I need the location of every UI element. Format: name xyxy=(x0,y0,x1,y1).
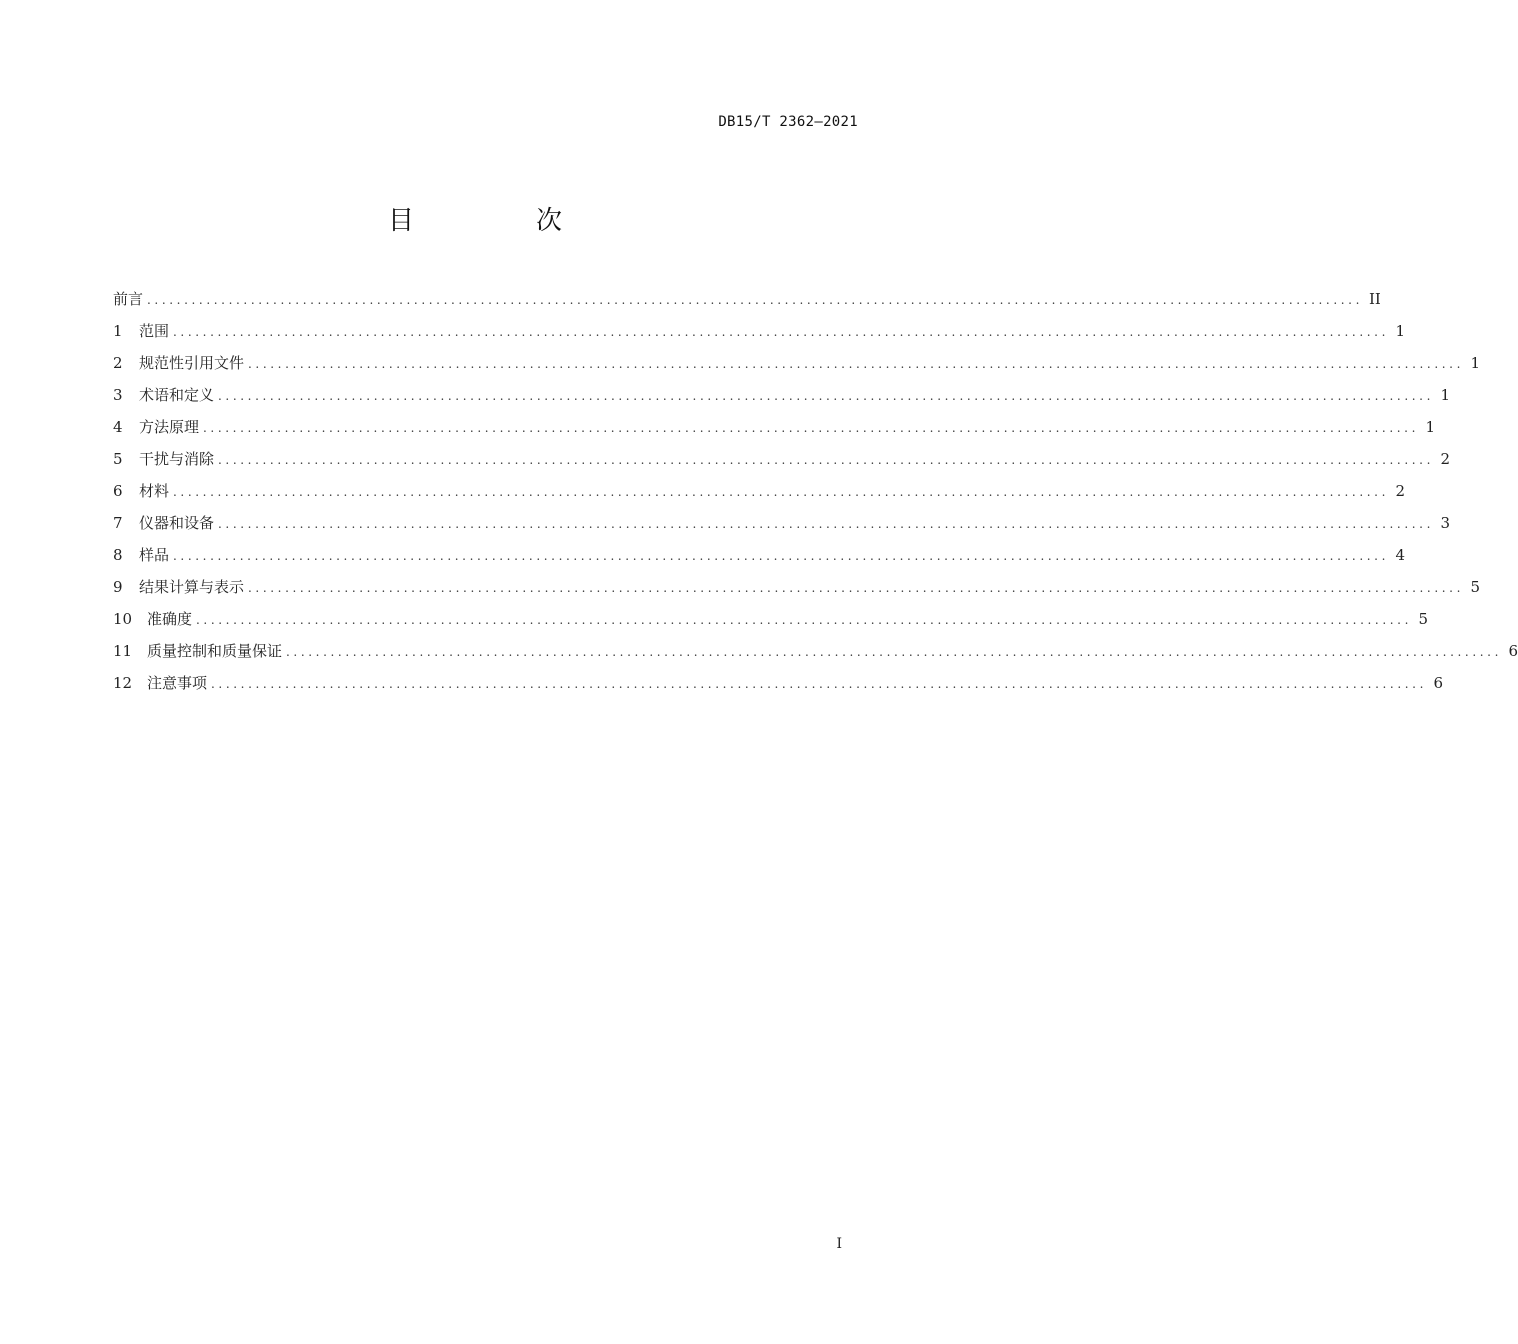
toc-entry-number: 4 xyxy=(113,418,123,436)
toc-entry-8[interactable] xyxy=(113,543,1405,575)
toc-leader-dots: .................................................................................................................................................................... xyxy=(286,645,1502,659)
toc-entry-4[interactable] xyxy=(113,415,1435,447)
toc-entry-number: 12 xyxy=(113,674,133,692)
toc-entry-number: 5 xyxy=(113,450,123,468)
toc-entry-number: 11 xyxy=(113,642,133,660)
toc-leader-dots: .................................................................................................................................................................... xyxy=(173,325,1389,339)
toc-entry-page: 5 xyxy=(1470,578,1480,596)
toc-entry-label: 准确度 xyxy=(147,610,193,628)
toc-entry-label: 仪器和设备 xyxy=(139,514,215,532)
toc-entry-page: 1 xyxy=(1425,418,1435,436)
toc-entry-6[interactable] xyxy=(113,479,1405,511)
toc-entry-page: II xyxy=(1368,290,1381,308)
toc-leader-dots: .................................................................................................................................................................... xyxy=(218,453,1434,467)
toc-entry-number: 3 xyxy=(113,386,123,404)
toc-leader-dots: .................................................................................................................................................................... xyxy=(248,581,1464,595)
toc-entry-number: 10 xyxy=(113,610,133,628)
toc-entry-page: 1 xyxy=(1440,386,1450,404)
toc-leader-dots: .................................................................................................................................................................... xyxy=(173,485,1389,499)
toc-entry-7[interactable] xyxy=(113,511,1450,543)
toc-entry-label: 范围 xyxy=(139,322,170,340)
toc-entry-10[interactable] xyxy=(113,607,1428,639)
toc-entry-label: 样品 xyxy=(139,546,170,564)
toc-entry-number: 8 xyxy=(113,546,123,564)
toc-entry-page: 6 xyxy=(1433,674,1443,692)
toc-entry-number: 2 xyxy=(113,354,123,372)
page-title: 目 次 xyxy=(387,206,610,236)
toc-entry-5[interactable] xyxy=(113,447,1450,479)
toc-leader-dots: .................................................................................................................................................................... xyxy=(218,517,1434,531)
toc-entry-page: 2 xyxy=(1440,450,1450,468)
toc-entry-page: 1 xyxy=(1470,354,1480,372)
page-number: I xyxy=(836,1236,842,1252)
toc-entry-label: 术语和定义 xyxy=(139,386,215,404)
toc-entry-page: 2 xyxy=(1395,482,1405,500)
toc-leader-dots: .................................................................................................................................................................... xyxy=(218,389,1434,403)
toc-entry-1[interactable] xyxy=(113,319,1405,351)
toc-leader-dots: .................................................................................................................................................................... xyxy=(211,677,1427,691)
toc-entry-label: 结果计算与表示 xyxy=(139,578,245,596)
toc-entry-number: 7 xyxy=(113,514,123,532)
toc-entry-label: 注意事项 xyxy=(147,674,208,692)
toc-entry-label: 干扰与消除 xyxy=(139,450,215,468)
toc-entry-page: 4 xyxy=(1395,546,1405,564)
toc-entry-11[interactable] xyxy=(113,639,1518,671)
toc-leader-dots: .................................................................................................................................................................... xyxy=(248,357,1464,371)
toc-entry-2[interactable] xyxy=(113,351,1480,383)
toc-entry-label: 质量控制和质量保证 xyxy=(147,642,283,660)
toc-entry-page: 3 xyxy=(1440,514,1450,532)
toc-entry-label: 规范性引用文件 xyxy=(139,354,245,372)
toc-entry-9[interactable] xyxy=(113,575,1480,607)
toc-entry-label: 方法原理 xyxy=(139,418,200,436)
toc-entry-foreword[interactable] xyxy=(113,287,1381,319)
toc-entry-12[interactable] xyxy=(113,671,1443,703)
toc-entry-page: 6 xyxy=(1508,642,1518,660)
toc-entry-label: 材料 xyxy=(139,482,170,500)
toc-leader-dots: .................................................................................................................................................................... xyxy=(203,421,1419,435)
toc-entry-number: 6 xyxy=(113,482,123,500)
toc-leader-dots: .................................................................................................................................................................... xyxy=(196,613,1412,627)
table-of-contents xyxy=(113,287,1518,703)
toc-leader-dots: .................................................................................................................................................................... xyxy=(147,293,1363,307)
toc-entry-label: 前言 xyxy=(113,290,144,308)
toc-entry-number: 9 xyxy=(113,578,123,596)
toc-leader-dots: .................................................................................................................................................................... xyxy=(173,549,1389,563)
document-code: DB15/T 2362—2021 xyxy=(718,114,858,130)
toc-entry-page: 5 xyxy=(1418,610,1428,628)
toc-entry-number: 1 xyxy=(113,322,123,340)
toc-entry-page: 1 xyxy=(1395,322,1405,340)
toc-entry-3[interactable] xyxy=(113,383,1450,415)
